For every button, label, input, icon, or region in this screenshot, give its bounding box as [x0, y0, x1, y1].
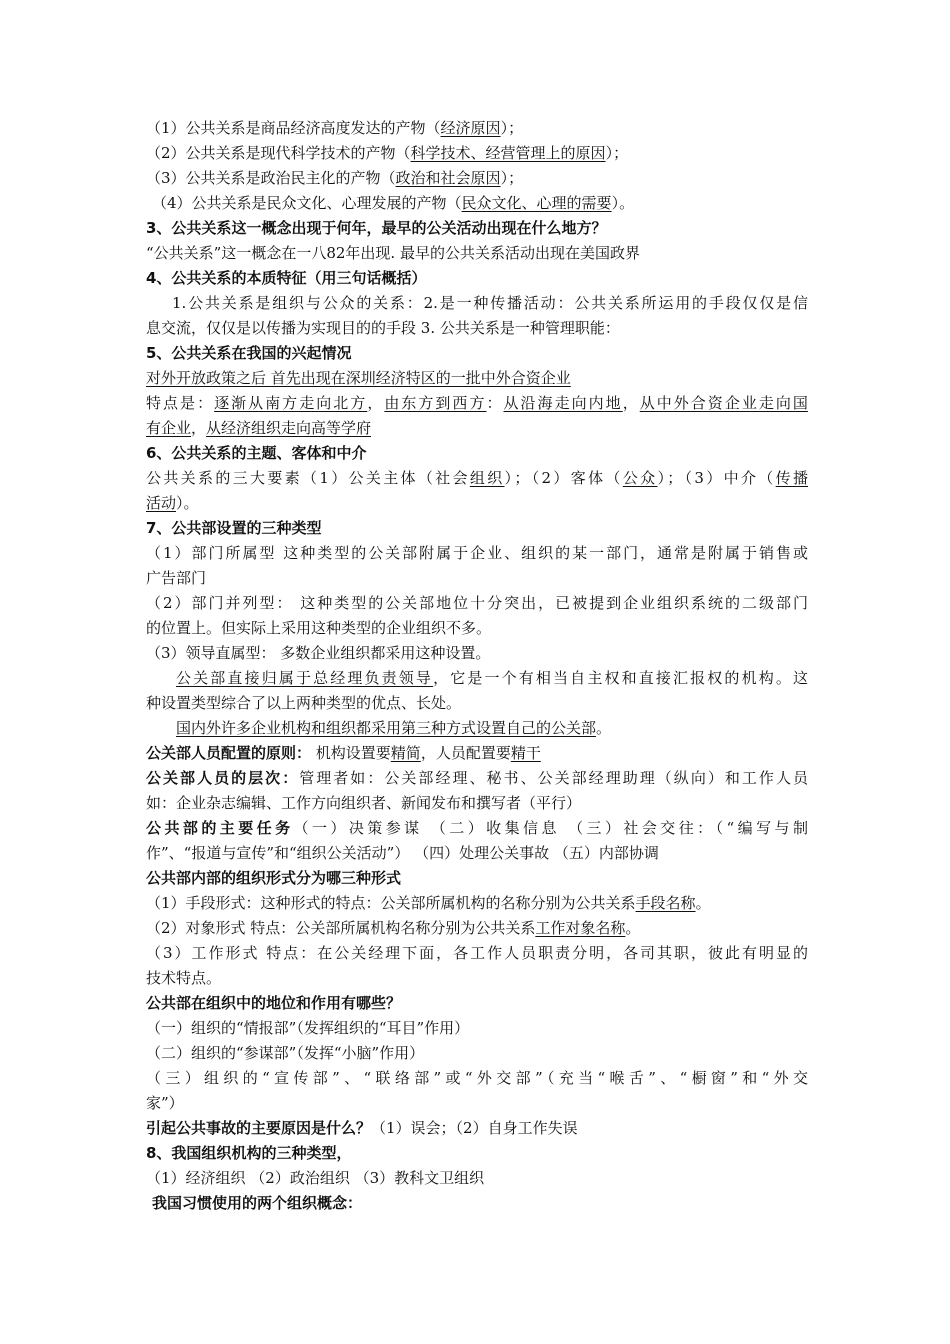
text-segment: ）；（2）客体（: [504, 469, 623, 487]
underlined-text: 从中外合资企业走向国: [639, 394, 808, 412]
text-line: [146, 242, 808, 264]
underlined-text: 公关部直接归属于总经理负责领导: [176, 669, 434, 687]
text-line: [146, 367, 808, 389]
bold-label: 公关部人员配置的原则：: [146, 744, 312, 762]
underlined-text: 组织: [469, 469, 505, 487]
text-segment: 6、公共关系的主题、客体和中介: [146, 444, 367, 462]
text-segment: ）。: [611, 194, 635, 212]
text-line: [146, 967, 808, 989]
underlined-text: 逐渐从南方走向北方: [214, 394, 368, 412]
underlined-text: 活动: [146, 494, 177, 512]
text-segment: ）；: [500, 169, 524, 187]
text-line: [146, 542, 808, 564]
text-segment: 5、公共关系在我国的兴起情况: [146, 344, 352, 362]
text-line: [146, 617, 808, 639]
text-segment: （3）工作形式 特点：在公关经理下面，各工作人员职责分明，各司其职，彼此有明显的: [146, 944, 808, 962]
text-segment: ，: [367, 394, 385, 412]
text-line: [146, 117, 808, 139]
text-line: [146, 1067, 808, 1089]
bold-label: 公共部的主要任务: [146, 819, 294, 837]
text-segment: （一）组织的“情报部”（发挥组织的“耳目”作用）: [146, 1019, 470, 1037]
text-segment: 1.公共关系是组织与公众的关系：2.是一种传播活动：公共关系所运用的手段仅仅是信: [172, 294, 808, 312]
bold-label: 引起公共事故的主要原因是什么？: [146, 1119, 372, 1137]
section-heading: [146, 517, 808, 539]
text-line: [146, 917, 808, 939]
text-segment: 管理者如：公关部经理、秘书、公关部经理助理（纵向）和工作人员: [299, 769, 808, 787]
text-line: [146, 942, 808, 964]
underlined-text: 精干: [510, 744, 541, 762]
text-line: [146, 1017, 808, 1039]
text-line: [146, 167, 808, 189]
text-segment: 作”、“报道与宣传”和“组织公关活动”） （四）处理公关事故 （五）内部协调: [146, 844, 659, 862]
text-line: [152, 192, 808, 214]
text-segment: ）；: [605, 144, 629, 162]
section-heading: [146, 342, 808, 364]
text-segment: 4、公共关系的本质特征（用三句话概括）: [146, 269, 427, 287]
underlined-text: 从沿海走向内地: [503, 394, 623, 412]
underlined-text: 科学技术、经营管理上的原因: [410, 144, 606, 162]
section-heading: [146, 217, 808, 239]
underlined-text: 工作对象名称: [535, 919, 626, 937]
text-segment: ，: [622, 394, 640, 412]
text-segment: 家”）: [146, 1094, 184, 1112]
section-heading: [146, 992, 808, 1014]
text-line: [146, 692, 808, 714]
underlined-text: 由东方到西方: [384, 394, 487, 412]
text-line: [146, 567, 808, 589]
text-segment: “公共关系”这一概念在一八82年出现. 最早的公共关系活动出现在美国政界: [146, 244, 640, 262]
text-line: [146, 142, 808, 164]
text-segment: ：: [486, 394, 504, 412]
text-line: [146, 392, 808, 414]
text-segment: （一）决策参谋 （二）收集信息 （三）社会交往：（“编写与制: [293, 819, 808, 837]
text-line: [146, 317, 808, 339]
text-line: [146, 1167, 808, 1189]
underlined-text: 经济原因: [440, 119, 501, 137]
text-segment: 技术特点。: [146, 969, 222, 987]
text-segment: （三）组织的“宣传部”、“联络部”或“外交部”（充当“喉舌”、“橱窗”和“外交: [146, 1069, 808, 1087]
text-line: [176, 667, 808, 689]
text-line: [146, 417, 808, 439]
text-segment: 特点是：: [146, 394, 215, 412]
text-segment: 如：企业杂志编辑、工作方向组织者、新闻发布和撰写者（平行）: [146, 794, 582, 812]
bold-label: 公关部人员的层次：: [146, 769, 300, 787]
text-segment: （1）部门所属型 这种类型的公关部附属于企业、组织的某一部门，通常是附属于销售或: [146, 544, 808, 562]
underlined-text: 公众: [622, 469, 658, 487]
text-segment: （1）公共关系是商品经济高度发达的产物（: [146, 119, 441, 137]
text-line: [146, 1042, 808, 1064]
text-line: [146, 817, 808, 839]
section-heading: [146, 442, 808, 464]
underlined-text: 国内外许多企业机构和组织都采用第三种方式设置自己的公关部: [176, 719, 597, 737]
underlined-text: 有企业: [146, 419, 192, 437]
text-segment: （1）误会；（2）自身工作失误: [371, 1119, 578, 1137]
section-heading: [152, 1192, 808, 1214]
text-segment: 。: [625, 919, 641, 937]
text-segment: 的位置上。但实际上采用这种类型的企业组织不多。: [146, 619, 492, 637]
text-line: [146, 592, 808, 614]
text-line: [146, 1117, 808, 1139]
text-segment: （2）公共关系是现代科学技术的产物（: [146, 144, 411, 162]
text-segment: （1）手段形式：这种形式的特点：公关部所属机构的名称分别为公共关系: [146, 894, 636, 912]
text-line: [146, 767, 808, 789]
text-segment: ，它是一个有相当自主权和直接汇报权的机构。这: [433, 669, 808, 687]
text-line: [146, 642, 808, 664]
underlined-text: 民众文化、心理的需要: [461, 194, 612, 212]
text-line: [146, 1092, 808, 1114]
text-segment: （2）对象形式 特点：公关部所属机构名称分别为公共关系: [146, 919, 536, 937]
text-segment: （4）公共关系是民众文化、心理发展的产物（: [152, 194, 462, 212]
text-line: [172, 292, 808, 314]
text-segment: （2）部门并列型： 这种类型的公关部地位十分突出，已被提到企业组织系统的二级部门: [146, 594, 808, 612]
text-segment: （3）领导直属型： 多数企业组织都采用这种设置。: [146, 644, 491, 662]
text-segment: 。: [695, 894, 711, 912]
text-segment: ）。: [176, 494, 199, 512]
text-segment: 息交流，仅仅是以传播为实现目的的手段 3. 公共关系是一种管理职能：: [146, 319, 620, 337]
text-line: [146, 892, 808, 914]
text-segment: 机构设置要: [311, 744, 391, 762]
underlined-text: 精简: [390, 744, 421, 762]
text-line: [146, 792, 808, 814]
underlined-text: 手段名称: [635, 894, 696, 912]
text-line: [146, 742, 808, 764]
text-segment: ，: [191, 419, 207, 437]
underlined-text: 对外开放政策之后 首先出现在深圳经济特区的一批中外合资企业: [146, 369, 571, 387]
section-heading: [146, 267, 808, 289]
text-segment: ）；: [500, 119, 524, 137]
text-line: [146, 842, 808, 864]
text-segment: 广告部门: [146, 569, 207, 587]
text-segment: 公共部内部的组织形式分为哪三种形式: [146, 869, 402, 887]
underlined-text: 政治和社会原因: [395, 169, 501, 187]
text-segment: （二）组织的“参谋部”（发挥“小脑”作用）: [146, 1044, 425, 1062]
section-heading: [146, 1142, 808, 1164]
text-segment: ）；（3）中介（: [657, 469, 776, 487]
text-line: [146, 492, 808, 514]
text-segment: 3、公共关系这一概念出现于何年，最早的公关活动出现在什么地方？: [146, 219, 607, 237]
text-line: [176, 717, 808, 739]
text-segment: （3）公共关系是政治民主化的产物（: [146, 169, 396, 187]
text-segment: ，人员配置要: [420, 744, 511, 762]
text-segment: 。: [596, 719, 612, 737]
underlined-text: 从经济组织走向高等学府: [206, 419, 372, 437]
text-segment: 我国习惯使用的两个组织概念：: [152, 1194, 363, 1212]
text-segment: 8、我国组织机构的三种类型，: [146, 1144, 352, 1162]
text-segment: 7、公共部设置的三种类型: [146, 519, 322, 537]
text-segment: 公共关系的三大要素（1）公关主体（社会: [146, 469, 470, 487]
section-heading: [146, 867, 808, 889]
text-segment: 公共部在组织中的地位和作用有哪些？: [146, 994, 402, 1012]
text-segment: （1）经济组织 （2）政治组织 （3）教科文卫组织: [146, 1169, 485, 1187]
text-line: [146, 467, 808, 489]
underlined-text: 传播: [775, 469, 808, 487]
text-segment: 种设置类型综合了以上两种类型的优点、长处。: [146, 694, 462, 712]
